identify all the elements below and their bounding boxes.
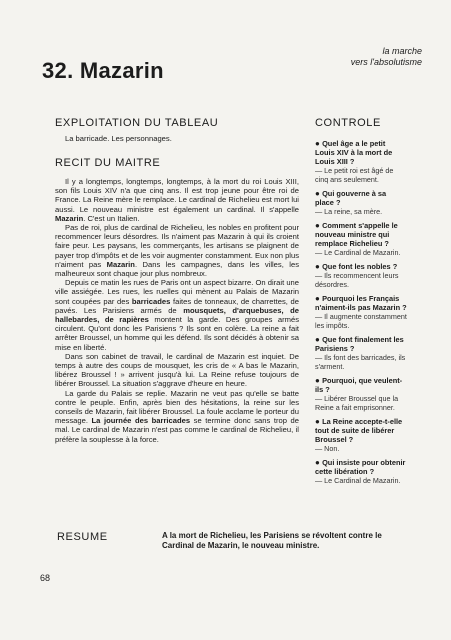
exploitation-text: La barricade. Les personnages. (65, 134, 172, 143)
controle-list (315, 139, 407, 490)
controle-answer: — Ils recommencent leurs désordres. (315, 271, 399, 289)
controle-question: ● Que font finalement les Parisiens ? (315, 335, 404, 353)
controle-answer: — Le Cardinal de Mazarin. (315, 476, 401, 485)
bullet-icon: ● (315, 458, 323, 467)
recit-paragraph-1: Il y a longtemps, longtemps, longtemps, à la mort du roi Louis XIII, son fils Louis XIV n'a que cinq ans. Il est trop jeune pour être roi de France. La Reine mère le remplace. Le cardinal de Richelieu est mort lui aussi. Le nouveau ministre est également un cardinal. Il s'appelle Mazarin. C'est un Italien. (55, 177, 299, 223)
resume-text: A la mort de Richelieu, les Parisiens se révoltent contre le Cardinal de Mazarin, le nouveau ministre. (162, 531, 382, 550)
controle-question: ● La Reine accepte-t-elle tout de suite de libérer Broussel ? (315, 417, 403, 444)
bullet-icon: ● (315, 139, 323, 148)
bullet-icon: ● (315, 376, 323, 385)
controle-question: ● Qui gouverne à sa place ? (315, 189, 387, 207)
bullet-icon: ● (315, 262, 323, 271)
bullet-icon: ● (315, 294, 323, 303)
recit-body (55, 177, 299, 444)
bullet-icon: ● (315, 417, 323, 426)
controle-answer: — Ils font des barricades, ils s'arment. (315, 353, 406, 371)
chapter-title: 32. Mazarin (42, 58, 164, 83)
controle-answer: — Le petit roi est âgé de cinq ans seulement. (315, 166, 394, 184)
controle-question: ● Pourquoi, que veulent-ils ? (315, 376, 403, 394)
recit-heading: RECIT DU MAITRE (55, 157, 161, 169)
page-number: 68 (40, 573, 51, 583)
controle-answer: — La reine, sa mère. (315, 207, 383, 216)
controle-answer: — Il augmente constamment les impôts. (315, 312, 407, 330)
controle-answer: — Le Cardinal de Mazarin. (315, 248, 401, 257)
chapter-subtitle (330, 46, 422, 68)
controle-question: ● Qui insiste pour obtenir cette libération ? (315, 458, 406, 476)
resume-label: RESUME (57, 531, 108, 543)
subtitle-line-1: la marche (382, 46, 422, 56)
controle-question: ● Comment s'appelle le nouveau ministre qui remplace Richelieu ? (315, 221, 398, 248)
controle-answer: — Libérer Broussel que la Reine a fait emprisonner. (315, 394, 399, 412)
exploitation-heading: EXPLOITATION DU TABLEAU (55, 117, 219, 129)
recit-paragraph-3: Depuis ce matin les rues de Paris ont un aspect bizarre. On dirait une ville assiégée. Les rues, les ruelles qui mènent au Palais de Mazarin sont coupées par des barricades faites de tonneaux, de charrettes, de pavés. Les Parisiens armés de mousquets, d'arquebuses, de hallebardes, de rapières montent la garde. Des groupes armés circulent. Qu'ont donc les Parisiens ? Ils sont en colère. La reine a fait arrêter Broussel, un homme qui les défend. Ils sont décidés à obtenir sa mise en liberté. (55, 278, 300, 352)
subtitle-line-2: vers l'absolutisme (350, 57, 422, 67)
bullet-icon: ● (315, 189, 323, 198)
controle-answer: — Non. (315, 444, 340, 453)
controle-heading: CONTROLE (315, 117, 381, 129)
recit-paragraph-4: Dans son cabinet de travail, le cardinal de Mazarin est inquiet. De temps à autre des coups de mousquet, les cris de « A bas le Mazarin, libérez Broussel ! » arrivent jusqu'à lui. La Reine refuse toujours de libérer Broussel. La situation s'aggrave d'heure en heure. (55, 351, 299, 389)
recit-paragraph-5: La garde du Palais se replie. Mazarin ne veut pas qu'elle se batte contre le peuple. Enfin, après bien des hésitations, la reine sur les conseils de Mazarin, fait libérer Broussel. La foule acclame le porteur du message. La journée des barricades se termine donc sans trop de mal. Le cardinal de Mazarin n'est pas comme le cardinal de Richelieu, il préfère la souplesse à la force. (55, 388, 299, 444)
controle-question: ● Pourquoi les Français n'aiment-ils pas Mazarin ? (315, 294, 407, 312)
controle-question: ● Quel âge a le petit Louis XIV à la mort de Louis XIII ? (315, 139, 393, 166)
recit-paragraph-2: Pas de roi, plus de cardinal de Richelieu, les nobles en profitent pour recommencer leurs désordres. Ils n'aiment pas Mazarin à qui ils croient faire peur. Les paysans, les commerçants, les artisans se plaignent de payer trop d'impôts et de les voir augmenter constamment. Eux non plus n'aiment pas Mazarin. Dans les campagnes, dans les villes, les malheureux sont chaque jour plus nombreux. (55, 223, 299, 279)
controle-question: ● Que font les nobles ? (315, 262, 398, 271)
bullet-icon: ● (315, 335, 323, 344)
bullet-icon: ● (315, 221, 323, 230)
